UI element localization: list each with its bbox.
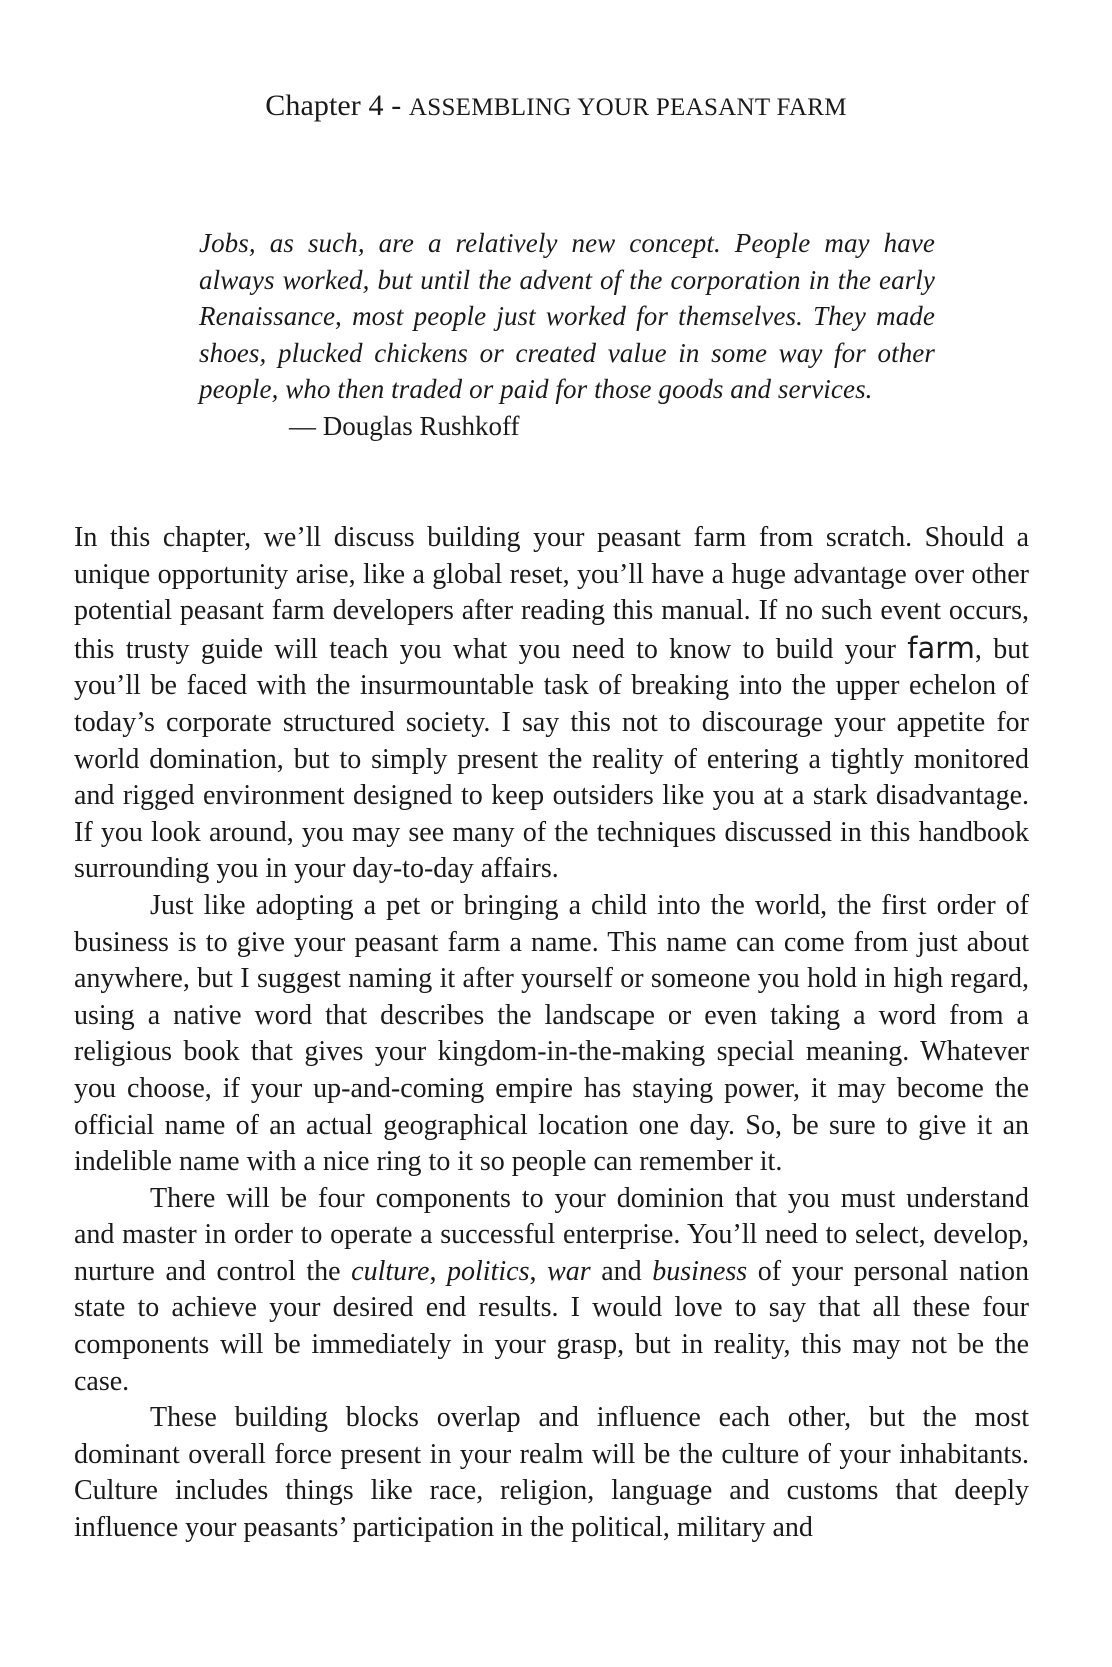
epigraph bbox=[199, 225, 935, 444]
chapter-title: ASSEMBLING YOUR PEASANT FARM bbox=[408, 94, 847, 121]
farm-word: farm bbox=[907, 630, 975, 665]
paragraph-1-text-a: n this chapter, we’ll discuss building your peasant farm from scratch. Should a unique opportunity arise, like a global reset, you’ll have a huge advantage over other potential peasant farm developers after reading this manual. If no such event occurs, this trusty guide will teach you what you need to know to build your bbox=[74, 522, 1029, 665]
chapter-body bbox=[74, 520, 1029, 1547]
term-politics: politics bbox=[447, 1255, 530, 1287]
conjunction: and bbox=[590, 1255, 653, 1287]
separator: , bbox=[529, 1255, 548, 1287]
paragraph-4: These building blocks overlap and influence each other, but the most dominant overall force present in your realm will be the culture of your inhabitants. Culture includes things like race, religion, language and customs that deeply influence your peasants’ participation in the political, military and bbox=[74, 1402, 1029, 1544]
paragraph-3 bbox=[74, 1181, 1029, 1401]
separator: , bbox=[429, 1255, 448, 1287]
chapter-heading bbox=[0, 86, 1112, 128]
epigraph-attribution: — Douglas Rushkoff bbox=[289, 410, 520, 441]
paragraph-3-text-a: There will be four components to your dominion that you must understand and master in order to operate a successful enterprise. You’ll need to select, develop, nurture and control the bbox=[74, 1182, 1029, 1287]
paragraph-3-text-b: of your personal nation state to achieve your desired end results. I would love to say that all these four components will be immediately in your grasp, but in reality, this may not be the case. bbox=[74, 1255, 1030, 1397]
term-war: war bbox=[547, 1255, 591, 1287]
term-culture: culture bbox=[351, 1255, 430, 1287]
paragraph-2: Just like adopting a pet or bringing a child into the world, the first order of business is to give your peasant farm a name. This name can come from just about anywhere, but I suggest naming it after yourself or someone you hold in high regard, using a native word that describes the landscape or even taking a word from a religious book that gives your kingdom-in-the-making special meaning. Whatever you choose, if your up-and-coming empire has staying power, it may become the official name of an actual geographical location one day. So, be sure to give it an indelible name with a nice ring to it so people can remember it. bbox=[74, 889, 1029, 1178]
epigraph-quote: Jobs, as such, are a relatively new concept. People may have always worked, but until the advent of the corporation in the early Renaissance, most people just worked for themselves. They made shoes, plucked chickens or created value in some way for other people, who then traded or paid for those goods and services. bbox=[199, 228, 935, 404]
term-business: business bbox=[652, 1255, 748, 1287]
ornamental-initial: I bbox=[74, 522, 84, 553]
chapter-label: Chapter 4 - bbox=[265, 89, 409, 122]
paragraph-1-text-b: , but you’ll be faced with the insurmountable task of breaking into the upper echelon of today’s corporate structured society. I say this not to discourage your appetite for world domination, but to simply present the reality of entering a tightly monitored and rigged environment designed to keep outsiders like you at a stark disadvantage. If you look around, you may see many of the techniques discussed in this handbook surrounding you in your day-to-day affairs. bbox=[74, 633, 1030, 885]
paragraph-1 bbox=[74, 520, 1029, 888]
